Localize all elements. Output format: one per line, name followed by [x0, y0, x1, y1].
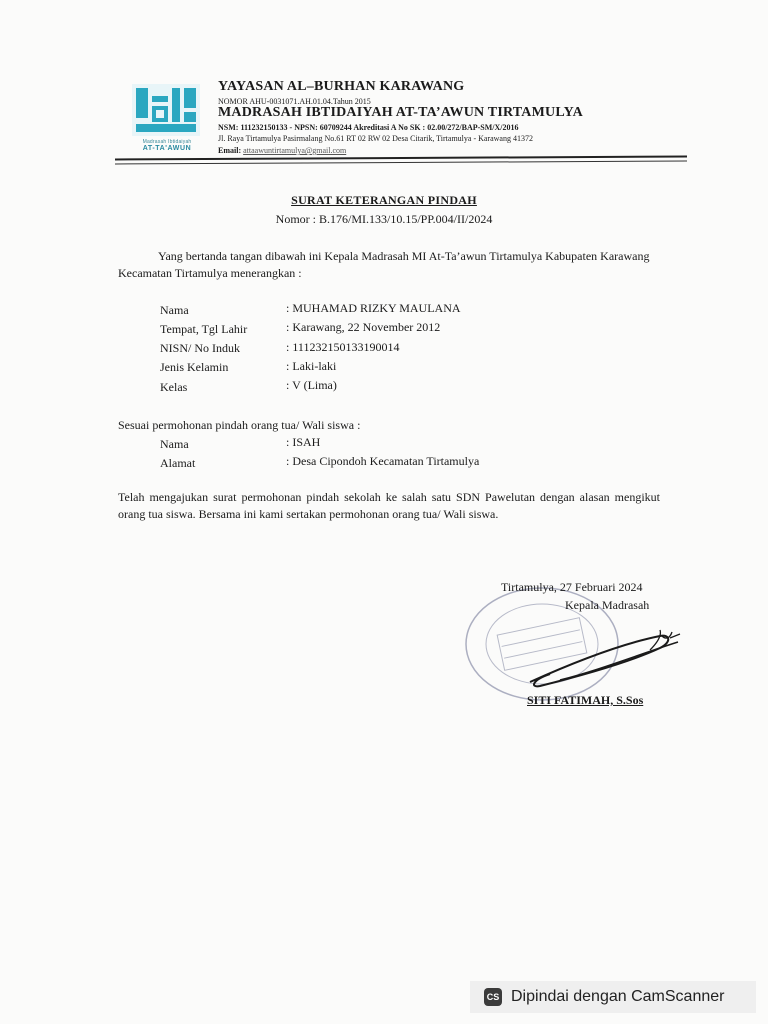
school-email[interactable]: attaawuntirtamulya@gmail.com — [243, 146, 347, 155]
email-label: Email: — [218, 146, 242, 155]
student-gender-value: : Laki-laki — [286, 359, 337, 373]
camscanner-icon: CS — [484, 988, 502, 1006]
signature-date: Tirtamulya, 27 Februari 2024 — [501, 580, 643, 594]
request-line: Sesuai permohonan pindah orang tua/ Wali siswa : — [118, 418, 361, 432]
student-nisn-label: NISN/ No Induk — [160, 341, 240, 355]
guardian-address-value: : Desa Cipondoh Kecamatan Tirtamulya — [286, 454, 480, 468]
handwritten-signature — [500, 624, 690, 694]
letterhead-rule-thin — [115, 161, 687, 165]
student-birth-label: Tempat, Tgl Lahir — [160, 322, 248, 336]
foundation-name: YAYASAN AL–BURHAN KARAWANG — [218, 79, 465, 94]
guardian-name-value: : ISAH — [286, 435, 321, 449]
camscanner-watermark — [470, 981, 756, 1013]
school-email-line — [218, 146, 346, 155]
guardian-address-label: Alamat — [160, 456, 196, 470]
school-registration: NSM: 111232150133 - NPSN: 60709244 Akreditasi A No SK : 02.00/272/BAP-SM/X/2016 — [218, 123, 519, 132]
signature-position: Kepala Madrasah — [565, 598, 650, 612]
letter-number: Nomor : B.176/MI.133/10.15/PP.004/II/2024 — [275, 212, 493, 226]
ahu-number: NOMOR AHU-0031071.AH.01.04.Tahun 2015 — [218, 97, 371, 106]
intro-text: Yang bertanda tangan dibawah ini Kepala Madrasah MI At-Ta’awun Tirtamulya Kabupaten Karawang Kecamatan Tirtamulya menerangkan : — [118, 249, 650, 280]
closing-paragraph: Telah mengajukan surat permohonan pindah sekolah ke salah satu SDN Pawelutan dengan alasan mengikut orang tua siswa. Bersama ini kami sertakan permohonan orang tua/ Wali siswa. — [118, 490, 660, 521]
camscanner-text: Dipindai dengan CamScanner — [511, 988, 725, 1005]
school-name: MADRASAH IBTIDAIYAH AT-TA’AWUN TIRTAMULYA — [218, 105, 583, 120]
signatory-name: SITI FATIMAH, S.Sos — [527, 693, 644, 707]
student-name-value: : MUHAMAD RIZKY MAULANA — [286, 301, 461, 315]
student-class-label: Kelas — [160, 380, 188, 394]
logo-caption-small: Madrasah Ibtidaiyah — [142, 139, 192, 145]
intro-paragraph — [118, 248, 660, 282]
letter-title: SURAT KETERANGAN PINDAH — [291, 193, 477, 207]
student-birth-value: : Karawang, 22 November 2012 — [286, 320, 441, 334]
student-name-label: Nama — [160, 303, 189, 317]
school-address: Jl. Raya Tirtamulya Pasirmalang No.61 RT 02 RW 02 Desa Citarik, Tirtamulya - Karawang 41372 — [218, 134, 533, 143]
guardian-name-label: Nama — [160, 437, 189, 451]
student-nisn-value: : 111232150133190014 — [286, 340, 400, 354]
logo-caption-big: AT-TA'AWUN — [142, 145, 192, 152]
student-class-value: : V (Lima) — [286, 378, 337, 392]
student-gender-label: Jenis Kelamin — [160, 360, 229, 374]
